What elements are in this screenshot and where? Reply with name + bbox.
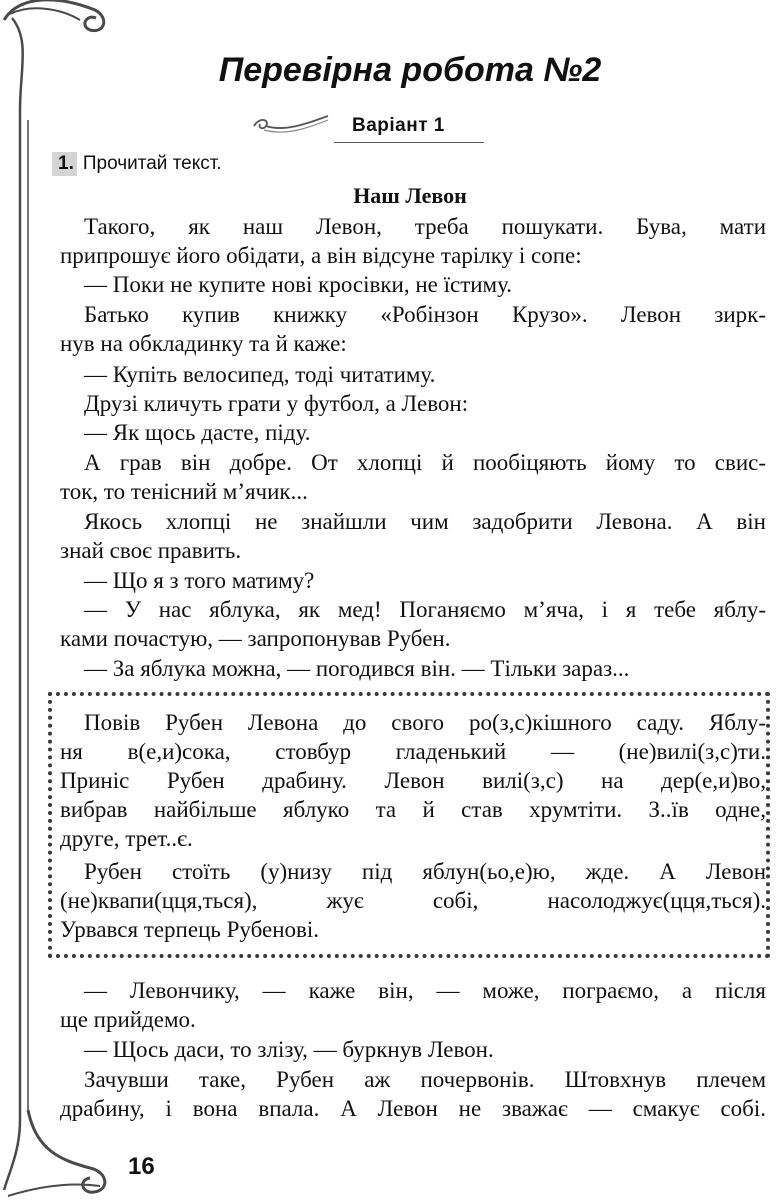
swirl-ornament-icon — [250, 112, 330, 138]
paragraph — [60, 270, 766, 299]
exercise-paragraph — [60, 857, 766, 944]
text-line: Батько купив книжку «Робінзон Крузо». Левон зирк- — [84, 302, 766, 327]
paragraph — [60, 212, 766, 270]
text-line: ками почастую, — запропонував Рубен. — [60, 626, 451, 651]
text-line: ще прийдемо. — [60, 1007, 196, 1032]
text-line: знай своє править. — [60, 538, 242, 563]
text-line: (не)квапи(цця,ться), жує собі, насолоджує(цця,ться). — [60, 888, 766, 913]
text-line: — За яблука можна, — погодився він. — Тільки зараз... — [84, 656, 630, 681]
text-line: ток, то тенісний м’ячик... — [60, 479, 308, 504]
page-number: 16 — [128, 1153, 155, 1180]
paragraph — [60, 360, 766, 389]
paragraph — [60, 566, 766, 595]
text-line: Урвався терпець Рубенові. — [60, 917, 320, 942]
paragraph — [60, 389, 766, 418]
text-line: нув на обкладинку та й каже: — [60, 331, 347, 356]
paragraph — [60, 1065, 766, 1123]
variant-underline — [334, 142, 484, 143]
text-line: Такого, як наш Левон, треба пошукати. Бува, мати — [84, 214, 766, 239]
variant-header — [250, 108, 490, 144]
text-line: Повів Рубен Левона до свого ро(з,с)кішного саду. Яблу- — [84, 710, 766, 735]
text-line: припрошує його обідати, а він відсуне тарілку і сопе: — [60, 243, 582, 268]
text-line: — Як щось дасте, піду. — [84, 420, 311, 445]
text-line: Якось хлопці не знайшли чим задобрити Левона. А він — [84, 509, 766, 534]
text-line: Рубен стоїть (у)низу під яблун(ьо,е)ю, жде. А Левон — [84, 859, 766, 884]
text-line: ня в(е,и)сока, стовбур гладенький — (не)вилі(з,с)ти. — [60, 739, 766, 764]
text-line: вибрав найбільше яблуко та й став хрумтіти. З..їв одне, — [60, 797, 766, 822]
text-line: — Щось даси, то злізу, — буркнув Левон. — [84, 1037, 494, 1062]
text-line: — У нас яблука, як мед! Поганяємо м’яча, і я тебе яблу- — [84, 597, 766, 622]
text-line: А грав він добре. От хлопці й пообіцяють йому то свис- — [84, 450, 766, 475]
exercise-paragraph — [60, 708, 766, 853]
text-line: — Левончику, — каже він, — може, пограємо, а після — [84, 978, 766, 1003]
paragraph — [60, 654, 766, 683]
paragraph — [60, 300, 766, 358]
story-title: Наш Левон — [353, 183, 467, 208]
task-text: Прочитай текст. — [82, 153, 222, 174]
text-line: Зачувши таке, Рубен аж почервонів. Штовхнув плечем — [84, 1067, 766, 1092]
paragraph — [60, 418, 766, 447]
text-line: драбину, і вона впала. А Левон не зважає — смакує собі. — [60, 1096, 766, 1121]
text-line: — Поки не купите нові кросівки, не їстиму. — [84, 272, 513, 297]
task-number: 1. — [52, 152, 77, 176]
task-instruction — [52, 150, 222, 178]
text-line: Друзі кличуть грати у футбол, а Левон: — [84, 391, 469, 416]
text-line: Приніс Рубен драбину. Левон вилі(з,с) на дер(е,и)во, — [60, 768, 766, 793]
paragraph — [60, 976, 766, 1034]
text-line: — Що я з того матиму? — [84, 568, 315, 593]
paragraph — [60, 448, 766, 506]
paragraph — [60, 1035, 766, 1064]
variant-label: Варіант 1 — [352, 115, 445, 136]
paragraph — [60, 595, 766, 653]
paragraph — [60, 507, 766, 565]
text-line: — Купіть велосипед, тоді читатиму. — [84, 362, 436, 387]
page-title: Перевірна робота №2 — [218, 51, 602, 89]
text-line: друге, трет..є. — [60, 826, 193, 851]
